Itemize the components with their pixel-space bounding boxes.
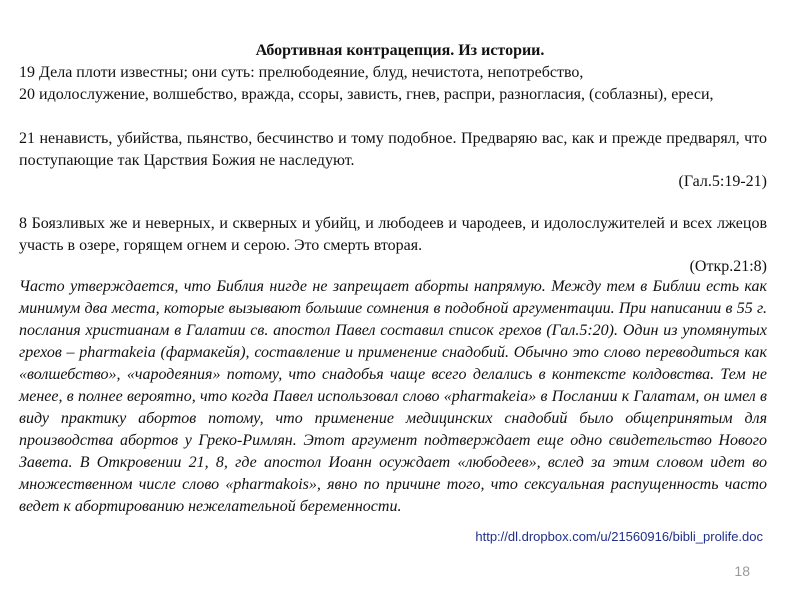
page-title: Абортивная контрацепция. Из истории. (255, 42, 545, 59)
verse-21: 21 ненависть, убийства, пьянство, бесчинство и тому подобное. Предваряю вас, как и прежде предварял, что поступающие так Царствия Божия не наследуют. (19, 130, 767, 169)
reference-revelation: (Откр.21:8) (689, 258, 767, 275)
page-number: 18 (734, 563, 750, 579)
reference-galatians: (Гал.5:19-21) (678, 173, 767, 190)
verse-19: 19 Дела плоти известны; они суть: прелюбодеяние, блуд, нечистота, непотребство, (19, 64, 584, 81)
commentary-paragraph: Часто утверждается, что Библия нигде не запрещает аборты напрямую. Между тем в Библии есть как минимум два места, которые вызывают большие сомнения в подобной аргументации. При написании в 55 г. послания христианам в Галатии св. апостол Павел составил список грехов (Гал.5:20). Один из упомянутых грехов – pharmakeia (фармакейя), составление и применение снадобий. Обычно это слово переводиться как «волшебство», «чародеяния» потому, что снадобья чаще всего делались в контексте колдовства. Тем не менее, в полнее вероятно, что когда Павел использовал слово «pharmakeia» в Послании к Галатам, он имел в виду практику абортов потому, что применение медицинских снадобий было общепринятым для производства абортов у Греко-Римлян. Этот аргумент подтверждает еще одно свидетельство Нового Завета. В Откровении 21, 8, где апостол Иоанн осуждает «любодеев», вслед за этим словом идет во множественном числе слово «pharmakois», явно по причине того, что сексуальная распущенность часто ведет к абортированию нежелательной беременности. (19, 278, 767, 515)
source-link[interactable]: http://dl.dropbox.com/u/21560916/bibli_prolife.doc (475, 529, 763, 544)
verse-revelation-8: 8 Боязливых же и неверных, и скверных и убийц, и любодеев и чародеев, и идолослужителей и всех лжецов участь в озере, горящем огнем и серою. Это смерть вторая. (19, 215, 767, 254)
verse-20: 20 идолослужение, волшебство, вражда, ссоры, зависть, гнев, распри, разногласия, (соблазны), ереси, (19, 86, 714, 103)
